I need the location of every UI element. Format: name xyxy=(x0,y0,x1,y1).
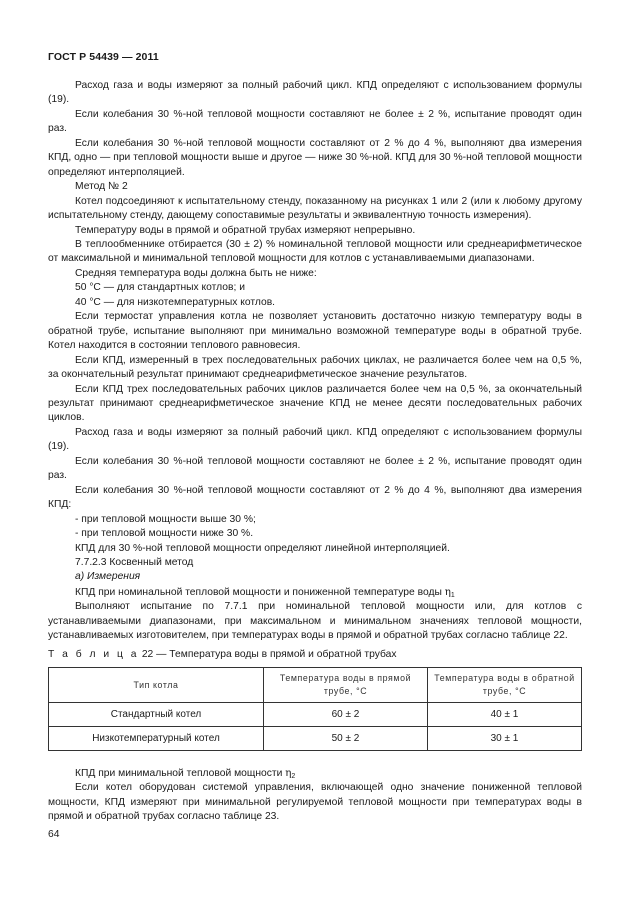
table-cell: Стандартный котел xyxy=(49,703,264,727)
paragraph: Средняя температура воды должна быть не ниже: xyxy=(75,267,317,279)
eta-symbol: η xyxy=(444,585,451,598)
table-row xyxy=(49,727,582,751)
paragraph: Расход газа и воды измеряют за полный рабочий цикл. КПД определяют с использованием формулы (19). xyxy=(48,426,582,453)
eta1-text: КПД при номинальной тепловой мощности и пониженной температуре воды xyxy=(75,586,445,598)
table-caption xyxy=(48,649,397,660)
paragraph: Если колебания 30 %-ной тепловой мощности составляют не более ± 2 %, испытание проводят один раз. xyxy=(48,455,582,482)
text-after-table xyxy=(48,766,582,825)
table-cell: 60 ± 2 xyxy=(264,703,428,727)
document-header: ГОСТ Р 54439 — 2011 xyxy=(48,51,159,63)
list-item: - при тепловой мощности выше 30 %; xyxy=(75,513,256,525)
paragraph: Если колебания 30 %-ной тепловой мощности составляют не более ± 2 %, испытание проводят один раз. xyxy=(48,108,582,135)
paragraph: Расход газа и воды измеряют за полный рабочий цикл. КПД определяют с использованием формулы (19). xyxy=(48,80,582,106)
table-cell: 50 ± 2 xyxy=(264,727,428,751)
paragraph-eta2 xyxy=(48,766,582,781)
paragraph: Если колебания 30 %-ной тепловой мощности составляют от 2 % до 4 %, выполняют два измерения КПД, одно — при тепловой мощности выше и другое — ниже 30 %-ной. КПД для 30 %-ной тепловой мощности определяют интерполяцией. xyxy=(48,137,582,178)
paragraph: Если КПД трех последовательных рабочих циклов различается более чем на 0,5 %, за окончательный результат принимают среднеарифметическое значение КПД не менее десяти последовательных рабочих циклов. xyxy=(48,383,582,424)
table-header-cell: Тип котла xyxy=(49,668,264,703)
paragraph: Температуру воды в прямой и обратной трубах измеряют непрерывно. xyxy=(75,224,416,236)
paragraph: Котел подсоединяют к испытательному стенду, показанному на рисунках 1 или 2 (или к любому другому испытательному стенду, дающему сопоставимые результаты и эквивалентную точность измерения). xyxy=(48,195,582,222)
table-cell: 40 ± 1 xyxy=(428,703,582,727)
list-item: - при тепловой мощности ниже 30 %. xyxy=(75,528,254,540)
table-caption-text: 22 — Температура воды в прямой и обратной трубах xyxy=(138,649,397,660)
eta-subscript: 1 xyxy=(450,591,455,599)
table-row xyxy=(49,703,582,727)
table-header-cell: Температура воды в прямой трубе, °С xyxy=(264,668,428,703)
paragraph: В теплообменнике отбирается (30 ± 2) % номинальной тепловой мощности или среднеарифметическое от максимальной и минимальной тепловой мощности для котлов с устанавливаемыми диапазонами. xyxy=(48,238,582,265)
section-heading: 7.7.2.3 Косвенный метод xyxy=(75,556,194,568)
paragraph: КПД для 30 %-ной тепловой мощности определяют линейной интерполяцией. xyxy=(75,542,450,554)
method-heading: Метод № 2 xyxy=(75,181,128,193)
water-temperature-table xyxy=(48,667,582,751)
paragraph-eta1 xyxy=(48,585,582,600)
paragraph: Если котел оборудован системой управления, включающей одно значение пониженной тепловой мощности, КПД измеряют при минимальной регулируемой тепловой мощности при температурах воды в прямой и обратной трубах согласно таблице 23. xyxy=(48,782,582,823)
table-caption-prefix: Т а б л и ц а xyxy=(48,649,139,660)
paragraph: Если колебания 30 %-ной тепловой мощности составляют от 2 % до 4 %, выполняют два измерения КПД: xyxy=(48,484,582,511)
eta2-text: КПД при минимальной тепловой мощности xyxy=(75,768,286,779)
paragraph: Выполняют испытание по 7.7.1 при номинальной тепловой мощности или, для котлов с устанавливаемыми диапазонами, при максимальном и минимальном значениях тепловой мощности, устанавливаемых изготовителем, при температурах воды в прямой и обратной трубах согласно таблице 22. xyxy=(48,601,582,642)
subsection-heading xyxy=(48,570,582,584)
eta-subscript: 2 xyxy=(291,773,296,780)
main-text xyxy=(48,79,582,644)
table-header-row xyxy=(49,668,582,703)
table-header-cell: Температура воды в обратной трубе, °С xyxy=(428,668,582,703)
paragraph: Если КПД, измеренный в трех последовательных рабочих циклах, не различается более чем на 0,5 %, за окончательный результат принимают среднеарифметическое значение результатов. xyxy=(48,354,582,381)
table-cell: Низкотемпературный котел xyxy=(49,727,264,751)
page-number: 64 xyxy=(48,829,60,840)
table-cell: 30 ± 1 xyxy=(428,727,582,751)
subsection-heading-text: а) Измерения xyxy=(75,571,141,583)
list-item: 40 °С — для низкотемпературных котлов. xyxy=(75,296,276,308)
paragraph: Если термостат управления котла не позволяет установить достаточно низкую температуру воды в обратной трубе, испытание выполняют при минимально возможной температуре воды в обратной трубе. Котел находится в состоянии теплового равновесия. xyxy=(48,311,582,352)
eta-symbol: η xyxy=(285,767,292,779)
list-item: 50 °С — для стандартных котлов; и xyxy=(75,282,245,294)
